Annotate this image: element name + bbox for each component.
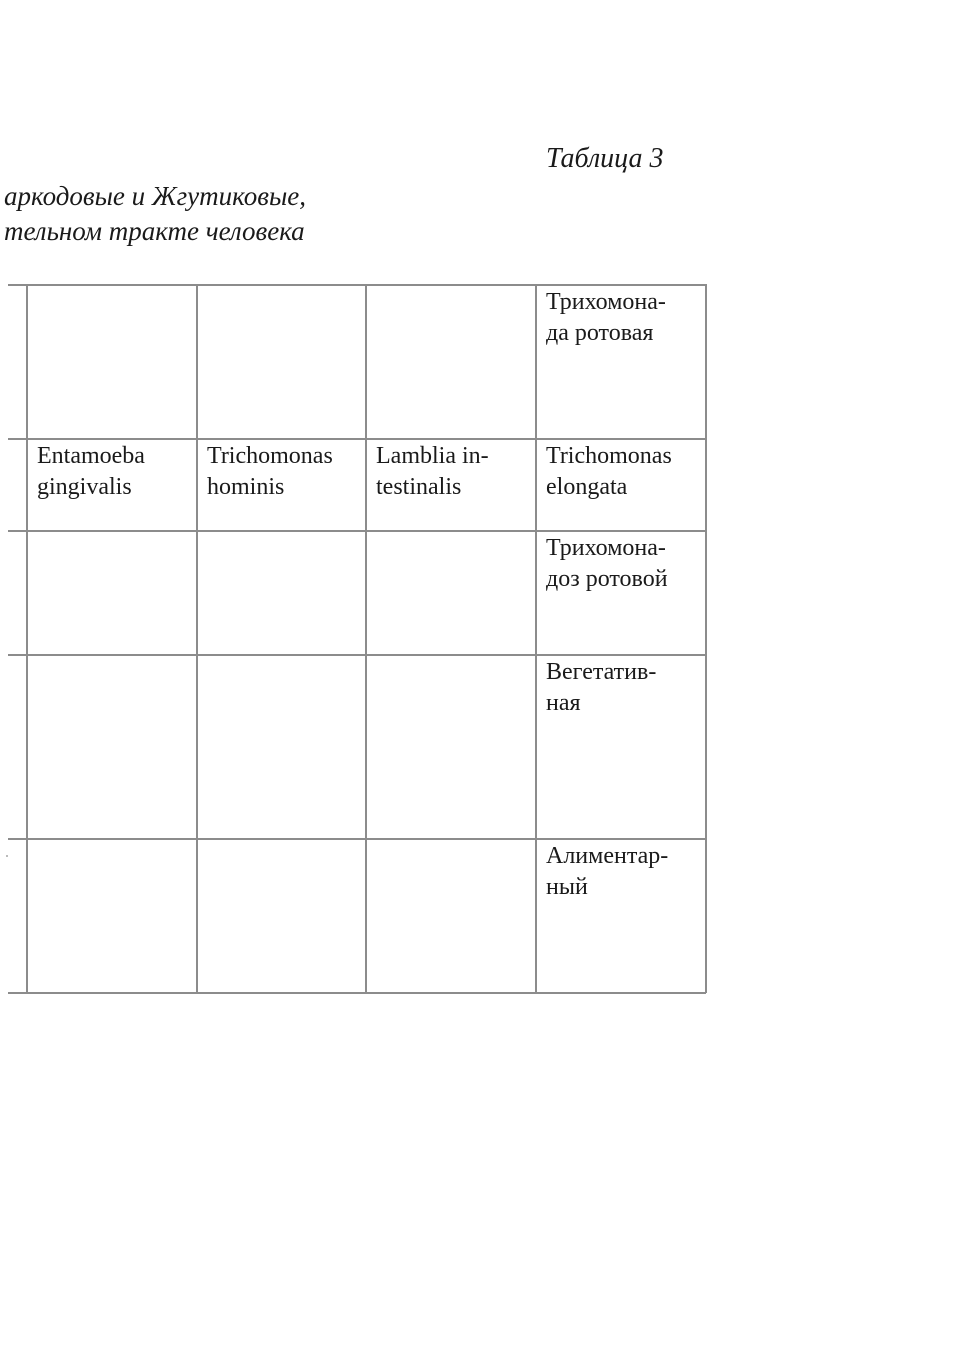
table-title-line-1: аркодовые и Жгутиковые, <box>4 181 306 211</box>
table-cell: Трихомона- доз ротовой <box>546 535 668 592</box>
table-rule <box>705 284 707 993</box>
table-cell: Trichomonas elongata <box>546 443 672 500</box>
table-number: Таблица 3 <box>546 143 664 174</box>
table-cell: Алиментар- ный <box>546 843 669 900</box>
table-cell <box>27 839 196 841</box>
table-cell <box>366 839 535 841</box>
table-cell <box>366 285 535 287</box>
table-cell <box>197 655 365 657</box>
table-cell <box>366 531 535 533</box>
table-cell: Entamoeba gingivalis <box>37 443 145 500</box>
table-cell <box>27 531 196 533</box>
table-rule <box>8 992 706 994</box>
table-cell <box>197 285 365 287</box>
table-cell <box>197 839 365 841</box>
table-cell: Вегетатив- ная <box>546 659 657 716</box>
table-rule <box>26 284 28 993</box>
table-cell: Trichomonas hominis <box>207 443 333 500</box>
table-cell <box>366 655 535 657</box>
table-rule <box>365 284 367 993</box>
table-cell <box>27 285 196 287</box>
table-cell: Трихомона- да ротовая <box>546 289 666 346</box>
edge-mark <box>6 855 8 857</box>
table-cell <box>197 531 365 533</box>
table-cell <box>27 655 196 657</box>
table-rule <box>196 284 198 993</box>
table-cell: Lamblia in- testinalis <box>376 443 489 500</box>
table-title-line-2: тельном тракте человека <box>4 216 305 246</box>
